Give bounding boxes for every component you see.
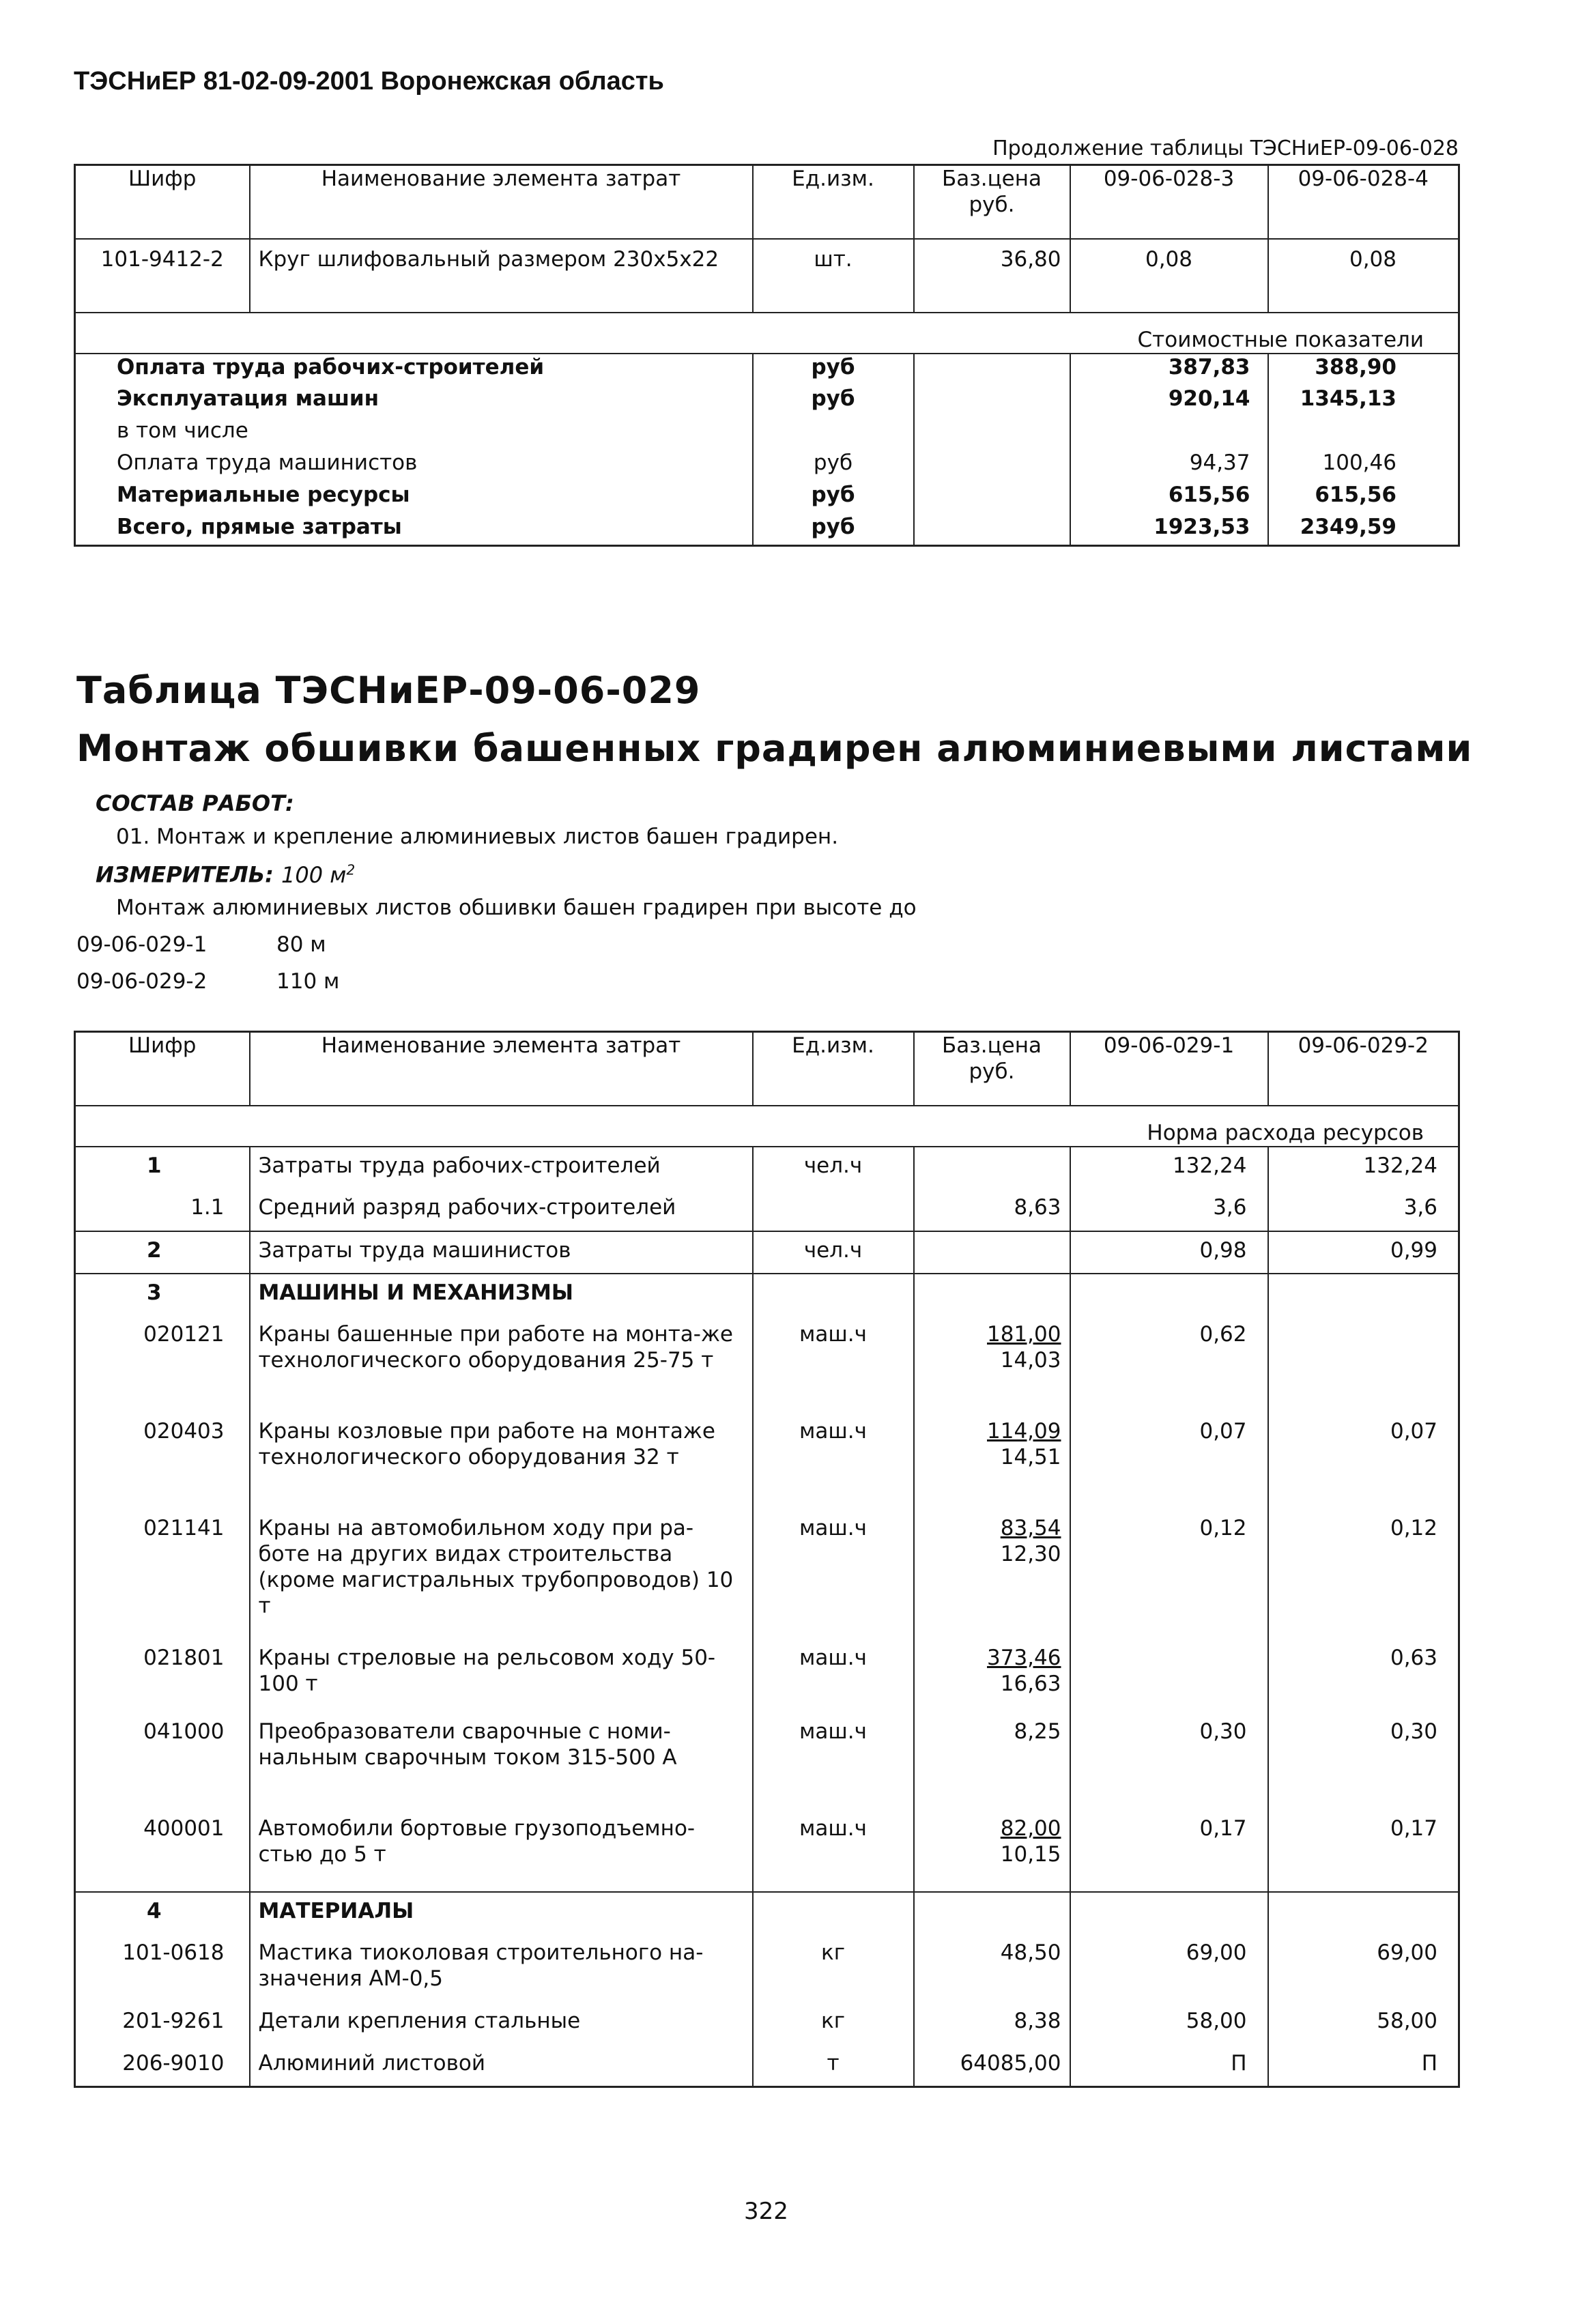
price-rate: 8,25 <box>1014 1719 1061 1744</box>
row-value-2 <box>1268 1316 1459 1413</box>
description: Монтаж алюминиевых листов обшивки башен градирен при высоте до <box>116 895 917 920</box>
table-row <box>75 1413 1459 1510</box>
table-row <box>75 1934 1459 2003</box>
row-unit: маш.ч <box>753 1713 914 1810</box>
row-name: Автомобили бортовые грузоподъемно-стью до 5 т <box>250 1810 753 1892</box>
cost-name: в том числе <box>75 418 753 450</box>
price-rate: 48,50 <box>1000 1940 1061 1965</box>
row-value-1: 0,30 <box>1070 1713 1268 1810</box>
row-code: 021801 <box>75 1639 250 1713</box>
work-item: 01. Монтаж и крепление алюминиевых листов башен градирен. <box>116 824 839 849</box>
row-value-2: 0,17 <box>1390 1816 1437 1841</box>
row-code: 101-9412-2 <box>75 239 250 313</box>
cost-unit <box>753 418 914 450</box>
price-rate: 181,00 <box>987 1321 1061 1347</box>
row-code: 021141 <box>75 1510 250 1639</box>
meter-value: 100 $м^2$ <box>281 861 356 888</box>
row-value-1: 0,17 <box>1070 1810 1268 1892</box>
header-col2: 09-06-028-4 <box>1298 167 1429 191</box>
row-code: 400001 <box>75 1810 250 1892</box>
row-price <box>914 1231 1070 1274</box>
row-value-1: 0,12 <box>1070 1510 1268 1639</box>
cost-row <box>75 386 1459 418</box>
price-rate: 8,63 <box>1014 1194 1061 1220</box>
price-wage: 14,03 <box>1000 1347 1061 1373</box>
row-value-2: 0,07 <box>1390 1418 1437 1444</box>
cost-unit: руб <box>753 386 914 418</box>
row-price <box>914 1639 1070 1713</box>
row-name: Краны стреловые на рельсовом ходу 50-100 т <box>250 1639 753 1713</box>
cost-value-1: 615,56 <box>1070 482 1268 514</box>
row-code: 101-0618 <box>75 1934 250 2003</box>
row-name: Алюминий листовой <box>250 2045 753 2087</box>
header-col2: 09-06-029-2 <box>1298 1033 1429 1058</box>
header-code: Шифр <box>75 165 250 239</box>
row-unit: маш.ч <box>753 1639 914 1713</box>
price-wage: 10,15 <box>1000 1841 1061 1867</box>
row-unit: т <box>753 2045 914 2087</box>
cost-value-1: 920,14 <box>1070 386 1268 418</box>
variant-value-2: 110 м <box>276 969 340 994</box>
row-value-1: П <box>1070 2045 1268 2087</box>
row-value-1 <box>1070 1639 1268 1713</box>
row-name: Преобразователи сварочные с номи-нальным сварочным током 315-500 А <box>250 1713 753 1810</box>
section-row <box>75 1106 1459 1147</box>
price-wage: 14,51 <box>1000 1444 1061 1469</box>
cost-value-1: 1923,53 <box>1070 514 1268 546</box>
price-rate: 114,09 <box>987 1418 1061 1444</box>
row-price <box>914 2003 1070 2045</box>
row-value-2: П <box>1421 2050 1437 2076</box>
row-code: 1 <box>75 1147 250 1189</box>
row-name: Средний разряд рабочих-строителей <box>250 1189 753 1231</box>
row-price <box>914 1413 1070 1510</box>
row-price <box>914 1713 1070 1810</box>
cost-price-empty <box>914 418 1070 450</box>
table-row <box>75 2045 1459 2087</box>
row-name: Краны на автомобильном ходу при ра-боте на других видах строительства (кроме магистральных трубопроводов) 10 т <box>250 1510 753 1639</box>
row-value-1: 0,07 <box>1070 1413 1268 1510</box>
variant-code-1: 09-06-029-1 <box>76 932 207 957</box>
cost-row <box>75 450 1459 482</box>
row-name: Мастика тиоколовая строительного на-значения АМ-0,5 <box>250 1934 753 2003</box>
row-price: 36,80 <box>914 239 1070 313</box>
cost-value-2: 2349,59 <box>1300 514 1396 539</box>
row-code: 201-9261 <box>75 2003 250 2045</box>
table-row <box>75 1189 1459 1231</box>
section-label: Стоимостные показатели <box>1137 327 1424 352</box>
cost-value-1: 387,83 <box>1070 354 1268 386</box>
cost-name: Оплата труда машинистов <box>75 450 753 482</box>
row-unit: шт. <box>753 239 914 313</box>
table-row <box>75 1713 1459 1810</box>
cost-unit: руб <box>753 354 914 386</box>
row-value-1: 0,98 <box>1070 1231 1268 1274</box>
row-name: МАШИНЫ И МЕХАНИЗМЫ <box>250 1274 753 1316</box>
row-price <box>914 1274 1070 1316</box>
row-unit <box>753 1892 914 1934</box>
table-row <box>75 2003 1459 2045</box>
cost-price-empty <box>914 386 1070 418</box>
row-name: Затраты труда машинистов <box>250 1231 753 1274</box>
row-price <box>914 2045 1070 2087</box>
row-price <box>914 1147 1070 1189</box>
header-unit: Ед.изм. <box>753 1032 914 1106</box>
cost-value-2 <box>1268 418 1459 450</box>
row-value-1: 3,6 <box>1070 1189 1268 1231</box>
row-unit: маш.ч <box>753 1413 914 1510</box>
cost-row <box>75 482 1459 514</box>
header-unit: Ед.изм. <box>753 165 914 239</box>
row-price <box>914 1810 1070 1892</box>
row-unit <box>753 1189 914 1231</box>
table-header-row <box>75 165 1459 239</box>
row-price <box>914 1189 1070 1231</box>
cost-rows <box>75 354 1459 546</box>
row-value-2 <box>1268 1274 1459 1316</box>
table-row <box>75 1810 1459 1892</box>
cost-row <box>75 354 1459 386</box>
row-value-2: 0,30 <box>1390 1719 1437 1744</box>
row-code: 020403 <box>75 1413 250 1510</box>
header-code: Шифр <box>75 1032 250 1106</box>
table-row <box>75 1892 1459 1934</box>
row-value-2 <box>1268 1892 1459 1934</box>
row-price <box>914 1934 1070 2003</box>
row-value-1 <box>1070 1892 1268 1934</box>
header-name: Наименование элемента затрат <box>250 1032 753 1106</box>
resource-rows <box>75 1147 1459 2087</box>
table-row <box>75 1147 1459 1189</box>
price-rate: 83,54 <box>1000 1515 1061 1540</box>
table-header-row <box>75 1032 1459 1106</box>
cost-price-empty <box>914 482 1070 514</box>
row-value-1 <box>1070 1274 1268 1316</box>
price-wage: 12,30 <box>1000 1541 1061 1566</box>
cost-unit: руб <box>753 514 914 546</box>
row-code: 041000 <box>75 1713 250 1810</box>
cost-row <box>75 514 1459 546</box>
header-name: Наименование элемента затрат <box>250 165 753 239</box>
price-wage: 16,63 <box>1000 1671 1061 1696</box>
cost-value-2: 388,90 <box>1315 354 1396 379</box>
row-unit: чел.ч <box>753 1231 914 1274</box>
row-unit <box>753 1274 914 1316</box>
cost-value-2: 615,56 <box>1315 482 1396 507</box>
row-value-2: 3,6 <box>1403 1194 1437 1220</box>
price-rate: 82,00 <box>1000 1816 1061 1841</box>
header-price: Баз.цена руб. <box>914 1032 1070 1106</box>
section-label: Норма расхода ресурсов <box>1147 1120 1424 1145</box>
row-name: Краны козловые при работе на монтаже технологического оборудования 32 т <box>250 1413 753 1510</box>
table-title: Таблица ТЭСНиЕР-09-06-029 <box>76 669 701 712</box>
cost-name: Эксплуатация машин <box>75 386 753 418</box>
cost-value-1 <box>1070 418 1268 450</box>
cost-unit: руб <box>753 450 914 482</box>
work-composition-label: СОСТАВ РАБОТ: <box>96 790 294 816</box>
row-unit: маш.ч <box>753 1810 914 1892</box>
row-value-2: 69,00 <box>1377 1940 1437 1965</box>
row-value-1: 0,08 <box>1070 239 1268 313</box>
row-value-2: 58,00 <box>1377 2008 1437 2033</box>
row-unit: кг <box>753 1934 914 2003</box>
table-row <box>75 239 1459 313</box>
cost-price-empty <box>914 354 1070 386</box>
header-col1: 09-06-029-1 <box>1070 1032 1268 1106</box>
table-row <box>75 1316 1459 1413</box>
cost-price-empty <box>914 514 1070 546</box>
row-name: МАТЕРИАЛЫ <box>250 1892 753 1934</box>
resource-table-029 <box>74 1031 1460 2088</box>
meter-line <box>96 861 355 888</box>
row-value-1: 69,00 <box>1070 1934 1268 2003</box>
row-unit: кг <box>753 2003 914 2045</box>
cost-value-2: 1345,13 <box>1300 386 1396 411</box>
table-subtitle: Монтаж обшивки башенных градирен алюминиевыми листами <box>76 727 1473 770</box>
cost-unit: руб <box>753 482 914 514</box>
row-value-1: 58,00 <box>1070 2003 1268 2045</box>
meter-label: ИЗМЕРИТЕЛЬ: <box>96 861 274 888</box>
row-name: Краны башенные при работе на монта-же технологического оборудования 25-75 т <box>250 1316 753 1413</box>
cost-value-2: 100,46 <box>1322 450 1396 475</box>
cost-table-028 <box>74 164 1460 547</box>
document-header: ТЭСНиЕР 81-02-09-2001 Воронежская область <box>74 67 664 96</box>
row-value-2: 0,63 <box>1390 1645 1437 1670</box>
table-row <box>75 1510 1459 1639</box>
cost-price-empty <box>914 450 1070 482</box>
row-code: 020121 <box>75 1316 250 1413</box>
cost-name: Оплата труда рабочих-строителей <box>75 354 753 386</box>
row-code: 1.1 <box>75 1189 250 1231</box>
row-value-2: 0,99 <box>1390 1237 1437 1263</box>
row-price <box>914 1892 1070 1934</box>
row-value-2: 0,08 <box>1349 246 1396 272</box>
variant-code-2: 09-06-029-2 <box>76 969 207 994</box>
row-price <box>914 1316 1070 1413</box>
row-value-2: 132,24 <box>1363 1153 1437 1178</box>
price-rate: 373,46 <box>987 1645 1061 1670</box>
variant-value-1: 80 м <box>276 932 326 957</box>
table-row <box>75 1231 1459 1274</box>
price-rate: 64085,00 <box>960 2050 1061 2076</box>
price-rate: 8,38 <box>1014 2008 1061 2033</box>
page-number: 322 <box>744 2198 788 2225</box>
row-price <box>914 1510 1070 1639</box>
cost-name: Материальные ресурсы <box>75 482 753 514</box>
cost-row <box>75 418 1459 450</box>
header-col1: 09-06-028-3 <box>1070 165 1268 239</box>
cost-name: Всего, прямые затраты <box>75 514 753 546</box>
row-unit: маш.ч <box>753 1316 914 1413</box>
row-name: Круг шлифовальный размером 230x5x22 <box>250 239 753 313</box>
row-unit: маш.ч <box>753 1510 914 1639</box>
row-value-2: 0,12 <box>1390 1515 1437 1540</box>
cost-value-1: 94,37 <box>1070 450 1268 482</box>
row-value-1: 132,24 <box>1070 1147 1268 1189</box>
row-name: Затраты труда рабочих-строителей <box>250 1147 753 1189</box>
header-price: Баз.цена руб. <box>914 165 1070 239</box>
row-code: 2 <box>75 1231 250 1274</box>
row-value-1: 0,62 <box>1070 1316 1268 1413</box>
table-row <box>75 1639 1459 1713</box>
row-name: Детали крепления стальные <box>250 2003 753 2045</box>
row-unit: чел.ч <box>753 1147 914 1189</box>
table-row <box>75 1274 1459 1316</box>
row-code: 206-9010 <box>75 2045 250 2087</box>
row-code: 3 <box>75 1274 250 1316</box>
row-code: 4 <box>75 1892 250 1934</box>
section-row <box>75 313 1459 354</box>
continuation-note: Продолжение таблицы ТЭСНиЕР-09-06-028 <box>992 137 1459 160</box>
